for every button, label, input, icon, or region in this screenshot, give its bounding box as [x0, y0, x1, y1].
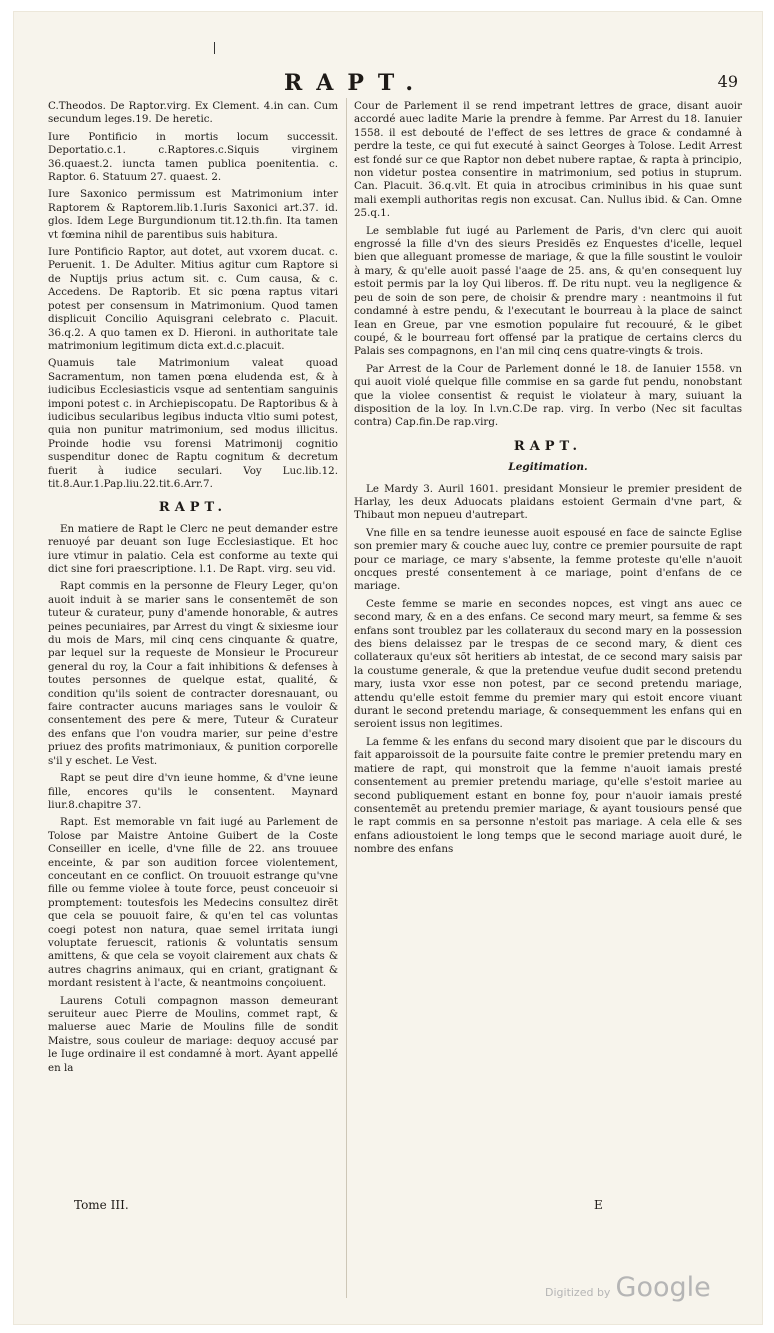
running-head: RAPT. — [284, 70, 428, 96]
paragraph: Vne fille en sa tendre ieunesse auoit espousé en face de saincte Eglise son premier mary & couche auec luy, contre ce premier poursuite de rapt pour ce mariage, ce mary s'absente, la femme proteste qu'elle n'auoit oncques presté consentement à ce mariage, point d'enfans de ce mariage. — [354, 526, 742, 593]
paragraph: Cour de Parlement il se rend impetrant lettres de grace, disant auoir accordé auec ladite Marie la prendre à femme. Par Arrest du 18. Ianuier 1558. il est debouté de l'effect de ses lettres de grace & condamné à perdre la teste, ce qui fut executé à sainct Georges à Tolose. Ledit Arrest est fondé sur ce que Raptor non debet nubere raptae, & rapta à principio, non videtur postea consentire in matrimonium, sed potius in stuprum. Can. Placuit. 36.q.vlt. Et quia in atrocibus criminibus in his quae sunt mali exempli authoritas regis non excusat. Can. Nullus ibid. & Can. Omne 25.q.1. — [354, 100, 742, 220]
google-logo: Google — [615, 1272, 711, 1303]
paragraph: Iure Pontificio Raptor, aut dotet, aut vxorem ducat. c. Peruenit. 1. De Adulter. Mitius agitur cum Raptore si de Nuptijs prius actum sit. c. Cum causa, & c. Accedens. De Raptorib. Et sic pœna raptus vitari potest per consensum in Matrimonium. Quod tamen displicuit Concilio Aquisgrani celebrato c. Placuit. 36.q.2. A quo tamen ex D. Hieroni. in authoritate tale matrimonium legitimum dicta ext.d.c.placuit. — [48, 246, 338, 352]
page-number: 49 — [717, 72, 738, 91]
paragraph: Quamuis tale Matrimonium valeat quoad Sacramentum, non tamen pœna eludenda est, & à iudicibus Ecclesiasticis vsque ad sententiam sanguinis imponi potest c. in Archiepiscopatu. De Raptoribus & à iudicibus secularibus legibus inducta vltio sumi potest, quia non punitur matrimonium, sed modus illicitus. Proinde hodie vsu forensi Matrimonij cognitio suspenditur donec de Raptu cognitum & decretum fuerit à iudice seculari. Voy Luc.lib.12. tit.8.Aur.1.Pap.liu.22.tit.6.Arr.7. — [48, 357, 338, 490]
left-column — [48, 100, 338, 1079]
paragraph: C.Theodos. De Raptor.virg. Ex Clement. 4.in can. Cum secundum leges.19. De heretic. — [48, 100, 338, 126]
paragraph: Le Mardy 3. Auril 1601. presidant Monsieur le premier president de Harlay, les deux Aduocats plaidans estoient Germain d'vne part, & Thibaut mon nepueu d'autrepart. — [354, 482, 742, 522]
paragraph: Ceste femme se marie en secondes nopces, est vingt ans auec ce second mary, & en a des enfans. Ce second mary meurt, sa femme & ses enfans sont troublez par les collateraux du second mary en la possession des biens delaissez par le trespas de ce second mary, & dient ces collateraux qu'eux sõt heritiers ab intestat, de ce second mary saisis par la coustume generale, & que la pretendue veufue dudit second pretendu mary, iusta vxor esse non potest, par ce second pretendu mariage, attendu qu'elle estoit femme du premier mary qui estoit encore viuant durant le second pretendu mariage, & consequemment les enfans qui en seroient issus non legitimes. — [354, 597, 742, 731]
paragraph: Le semblable fut iugé au Parlement de Paris, d'vn clerc qui auoit engrossé la fille d'vn des sieurs Presidẽs ez Enquestes d'icelle, lequel bien que alleguant promesse de mariage, & que la fille soustint le vouloir à mary, & qu'elle auoit passé l'aage de 25. ans, & qu'en consequent luy estoit permis par la loy Qui liberos. ff. De ritu nupt. veu la negligence & peu de soin de son pere, de choisir & prendre mary : neantmoins il fut condamné à estre pendu, & l'executant le bourreau à la place de sainct Iean en Greue, par vne esmotion populaire fut recouuré, & le gibet coupé, & le bourreau fort offensé par la pratique de certains clercs du Palais ses compagnons, en l'an mil cinq cens quatre-vingts & trois. — [354, 224, 742, 358]
column-divider — [346, 98, 347, 1298]
margin-mark — [214, 42, 215, 54]
book-page — [14, 12, 762, 1324]
volume-label: Tome III. — [74, 1198, 129, 1212]
paragraph: Rapt se peut dire d'vn ieune homme, & d'vne ieune fille, encores qu'ils le consentent. Maynard liur.8.chapitre 37. — [48, 772, 338, 811]
paragraph: Par Arrest de la Cour de Parlement donné le 18. de Ianuier 1558. vn qui auoit violé quelque fille commise en sa garde fut pendu, nonobstant que la violee consentist & requist le violateur à mary, suiuant la disposition de la loy. In l.vn.C.De rap. virg. In verbo (Nec sit facultas contra) Cap.fin.De rap.virg. — [354, 362, 742, 429]
section-heading: RAPT. — [158, 500, 228, 516]
paragraph: Laurens Cotuli compagnon masson demeurant seruiteur auec Pierre de Moulins, commet rapt, & maluerse auec Marie de Moulins fille de sondit Maistre, sous couleur de mariage: dequoy accusé par le Iuge ordinaire il est condamné à mort. Ayant appellé en la — [48, 994, 338, 1074]
paragraph: En matiere de Rapt le Clerc ne peut demander estre renuoyé par deuant son Iuge Ecclesiastique. Et hoc iure vtimur in palatio. Cela est conforme au texte qui dict sine fori praescriptione. l.1. De Rapt. virg. seu vid. — [48, 522, 338, 575]
digitized-watermark — [545, 1272, 711, 1303]
paragraph: Iure Saxonico permissum est Matrimonium inter Raptorem & Raptorem.lib.1.Iuris Saxonici art.37. id. glos. Idem Lege Burgundionum tit.12.th.fin. Ita tamen vt fœmina nihil de parentibus suis habitura. — [48, 188, 338, 241]
paragraph: Rapt. Est memorable vn fait iugé au Parlement de Tolose par Maistre Antoine Guibert de la Coste Conseiller en icelle, d'vne fille de 22. ans trouuee enceinte, & par son audition forcee violentement, conceutant en ce conflict. On trouuoit estrange qu'vne fille ou femme violee à toute force, peust conceuoir si promptement: toutesfois les Medecins consultez dirẽt que cela se pouuoit faire, & qu'en tel cas voluntas coegi potest non natura, quae semel irritata iungi voluptate feruescit, rationis & voluntatis sensum amittens, & que cela se voyoit clairement aux chats & autres chagrins animaux, qui en criant, gratignant & mordant resistent à l'acte, & neantmoins conçoiuent. — [48, 816, 338, 990]
paragraph: Iure Pontificio in mortis locum successit. Deportatio.c.1. c.Raptores.c.Siquis virginem 36.quaest.2. iuncta tamen publica poenitentia. c. Raptor. 6. Statuum 27. quaest. 2. — [48, 130, 338, 184]
signature-mark: E — [594, 1198, 603, 1212]
section-subheading: Legitimation. — [508, 461, 588, 474]
section-heading: RAPT. — [513, 438, 583, 454]
paragraph: La femme & les enfans du second mary disoient que par le discours du fait apparoissoit de la poursuite faite contre le premier pretendu mary en matiere de rapt, qui monstroit que la femme n'auoit iamais presté consentement au premier pretendu mariage, qu'elle s'estoit mariee au second publiquement estant en bonne foy, pour n'auoir iamais presté consentemẽt au pretendu premier mariage, & ayant tousiours pensé que le rapt commis en sa personne n'estoit pas mariage. A cela elle & ses enfans adioustoient le long temps que le second mariage auoit duré, le nombre des enfans — [354, 735, 742, 856]
watermark-prefix: Digitized by — [545, 1286, 611, 1299]
paragraph: Rapt commis en la personne de Fleury Leger, qu'on auoit induit à se marier sans le consentemẽt de son tuteur & curateur, puny d'amende honorable, & autres peines pecuniaires, par Arrest du vingt & sixiesme iour du mois de Mars, mil cinq cens cinquante & quatre, par lequel sur la requeste de Monsieur le Procureur general du roy, la Cour a fait inhibitions & defenses à toutes personnes de quelque estat, qualité, & condition qu'ils soient de contracter doresnauant, ou faire contracter aucuns mariages sans le vouloir & consentement des pere & mere, Tuteur & Curateur des enfans que l'on voudra marier, sur peine d'estre priuez des profits matrimoniaux, & punition corporelle s'il y eschet. Le Vest. — [48, 580, 338, 767]
right-column — [354, 100, 742, 861]
